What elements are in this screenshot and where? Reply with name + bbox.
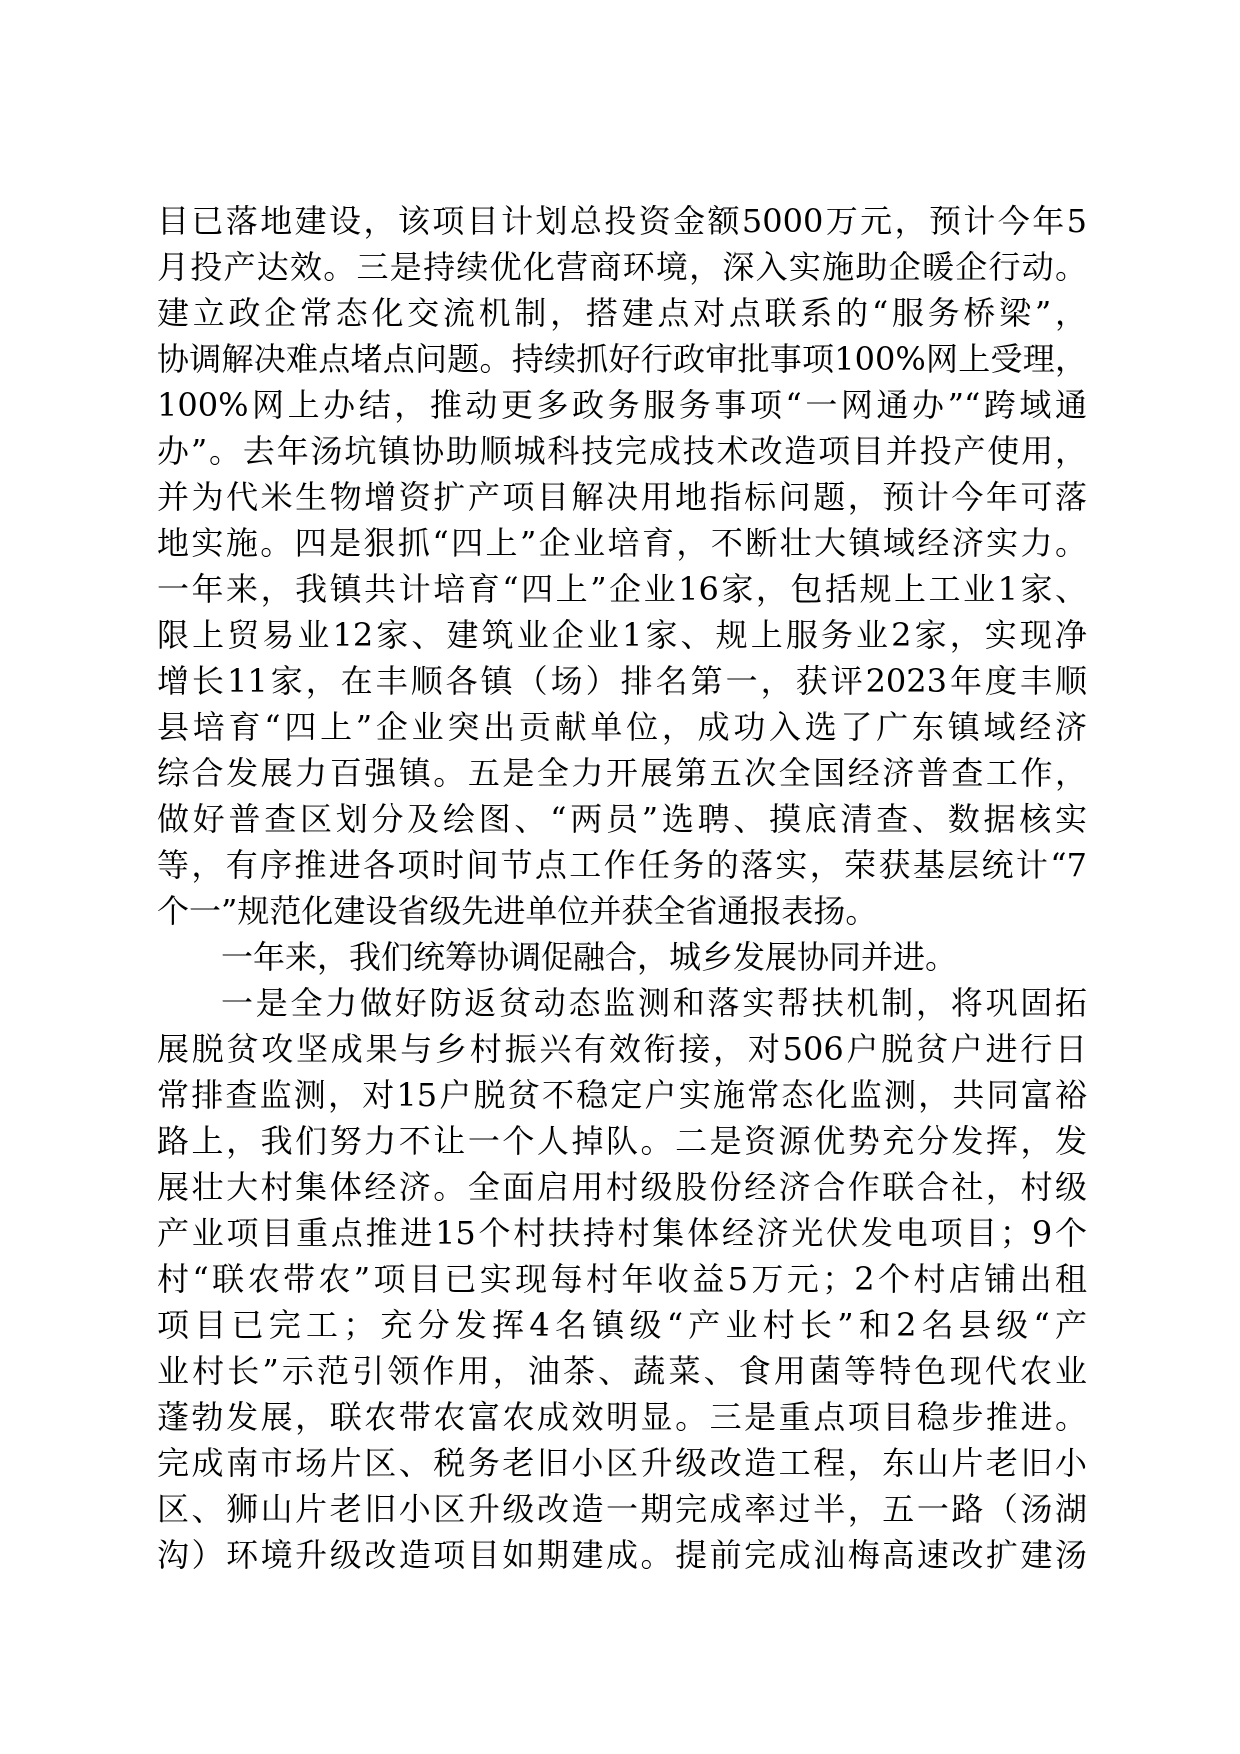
text-line: 协调解决难点堵点问题。持续抓好行政审批事项100%网上受理， xyxy=(157,340,1087,378)
text-line: 常排查监测，对15户脱贫不稳定户实施常态化监测，共同富裕 xyxy=(157,1076,1087,1114)
text-line: 蓬勃发展，联农带农富农成效明显。三是重点项目稳步推进。 xyxy=(157,1398,1087,1436)
text-line: 并为代米生物增资扩产项目解决用地指标问题，预计今年可落 xyxy=(157,478,1087,516)
text-line: 办”。去年汤坑镇协助顺城科技完成技术改造项目并投产使用， xyxy=(157,432,1087,470)
paragraph-first-line: 一是全力做好防返贫动态监测和落实帮扶机制，将巩固拓 xyxy=(221,984,1087,1022)
document-page xyxy=(157,198,1087,1578)
text-line: 100%网上办结，推动更多政务服务事项“一网通办”“跨域通 xyxy=(157,386,1087,424)
text-line: 项目已完工；充分发挥4名镇级“产业村长”和2名县级“产 xyxy=(157,1306,1087,1344)
text-line: 产业项目重点推进15个村扶持村集体经济光伏发电项目；9个 xyxy=(157,1214,1087,1252)
text-line: 地实施。四是狠抓“四上”企业培育，不断壮大镇域经济实力。 xyxy=(157,524,1087,562)
text-line: 业村长”示范引领作用，油茶、蔬菜、食用菌等特色现代农业 xyxy=(157,1352,1087,1390)
text-line: 县培育“四上”企业突出贡献单位，成功入选了广东镇域经济 xyxy=(157,708,1087,746)
text-line: 目已落地建设，该项目计划总投资金额5000万元，预计今年5 xyxy=(157,202,1087,240)
text-line: 限上贸易业12家、建筑业企业1家、规上服务业2家，实现净 xyxy=(157,616,1087,654)
text-line: 沟）环境升级改造项目如期建成。提前完成汕梅高速改扩建汤 xyxy=(157,1536,1087,1574)
text-line: 个一”规范化建设省级先进单位并获全省通报表扬。 xyxy=(157,892,878,930)
text-line: 综合发展力百强镇。五是全力开展第五次全国经济普查工作， xyxy=(157,754,1087,792)
text-line: 村“联农带农”项目已实现每村年收益5万元；2个村店铺出租 xyxy=(157,1260,1087,1298)
text-line: 等，有序推进各项时间节点工作任务的落实，荣获基层统计“7 xyxy=(157,846,1087,884)
text-line: 展壮大村集体经济。全面启用村级股份经济合作联合社，村级 xyxy=(157,1168,1087,1206)
text-line: 完成南市场片区、税务老旧小区升级改造工程，东山片老旧小 xyxy=(157,1444,1087,1482)
text-line: 建立政企常态化交流机制，搭建点对点联系的“服务桥梁”， xyxy=(157,294,1087,332)
text-line: 增长11家，在丰顺各镇（场）排名第一，获评2023年度丰顺 xyxy=(157,662,1087,700)
text-line: 一年来，我镇共计培育“四上”企业16家，包括规上工业1家、 xyxy=(157,570,1087,608)
section-heading-line: 一年来，我们统筹协调促融合，城乡发展协同并进。 xyxy=(221,938,958,976)
text-line: 展脱贫攻坚成果与乡村振兴有效衔接，对506户脱贫户进行日 xyxy=(157,1030,1087,1068)
text-line: 区、狮山片老旧小区升级改造一期完成率过半，五一路（汤湖 xyxy=(157,1490,1087,1528)
text-line: 月投产达效。三是持续优化营商环境，深入实施助企暖企行动。 xyxy=(157,248,1087,286)
text-line: 路上，我们努力不让一个人掉队。二是资源优势充分发挥，发 xyxy=(157,1122,1087,1160)
text-line: 做好普查区划分及绘图、“两员”选聘、摸底清查、数据核实 xyxy=(157,800,1087,838)
